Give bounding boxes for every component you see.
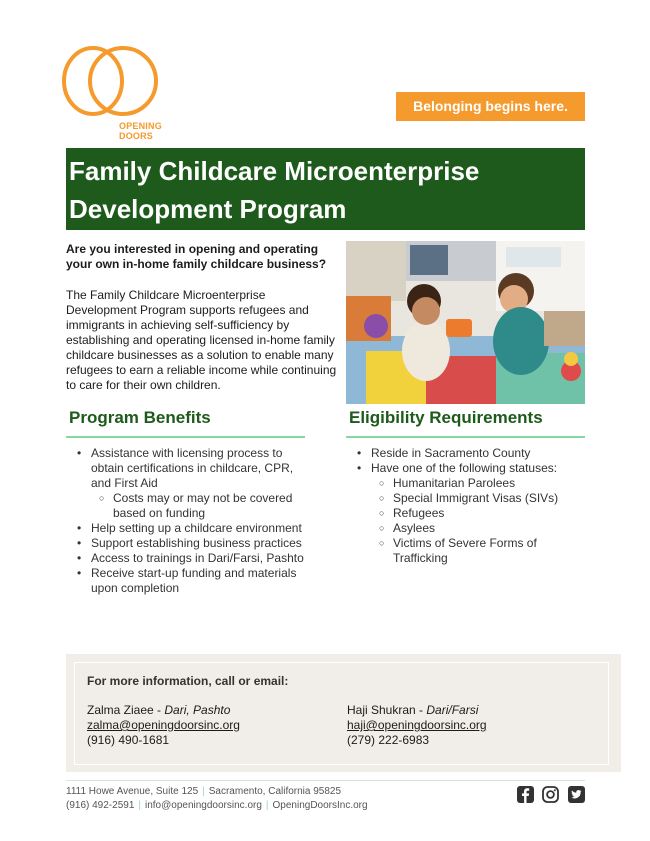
list-item: ○ Asylees [346,521,591,536]
eligibility-heading: Eligibility Requirements [349,408,543,427]
instagram-icon[interactable] [542,786,559,803]
opening-doors-logo-icon [60,44,160,122]
list-item: • Reside in Sacramento County [346,446,591,461]
twitter-icon[interactable] [568,786,585,803]
contact-languages: Dari/Farsi [426,703,479,717]
footer-info: 1111 Howe Avenue, Suite 125 | Sacramento, California 95825 (916) 492-2591 | info@openingdoorsinc.org | OpeningDoorsInc.org [66,786,368,811]
intro-question: Are you interested in opening and operating your own in-home family childcare business? [66,242,327,271]
benefits-list [66,446,306,596]
contact-phone: (279) 222-6983 [347,733,430,747]
contact-name: Zalma Ziaee - [87,703,165,717]
contact-phone: (916) 490-1681 [87,733,170,747]
contact-box-frame [74,662,609,765]
list-item: • Help setting up a childcare environment [66,521,306,536]
facebook-icon[interactable] [517,786,534,803]
footer-divider [66,780,585,781]
contact-card-zalma [87,703,240,748]
list-item: • Receive start-up funding and materials upon completion [66,566,306,596]
contact-email-link[interactable]: haji@openingdoorsinc.org [347,718,487,732]
benefits-divider [66,436,305,438]
list-item: ○ Victims of Severe Forms of Trafficking [346,536,591,566]
list-item: • Have one of the following statuses: [346,461,591,476]
footer-website-link[interactable]: OpeningDoorsInc.org [272,800,368,811]
page-title: Family Childcare Microenterprise Development Program [66,148,585,230]
contact-card-haji [347,703,487,748]
contact-heading: For more information, call or email: [87,674,289,688]
intro-paragraph: The Family Childcare Microenterprise Development Program supports refugees and immigrants in achieving self-sufficiency by establishing and operating licensed in-home family childcare businesses as a solution to enable many refugees to earn a reliable income while continuing to care for their own children. [66,288,337,392]
contact-languages: Dari, Pashto [164,703,231,717]
footer-phone: (916) 492-2591 [66,800,135,811]
footer-email-link[interactable]: info@openingdoorsinc.org [145,800,262,811]
contact-email-link[interactable]: zalma@openingdoorsinc.org [87,718,240,732]
contact-name: Haji Shukran - [347,703,427,717]
footer-address: 1111 Howe Avenue, Suite 125 [66,786,199,797]
eligibility-divider [346,436,585,438]
children-playing-photo [346,241,585,404]
list-item: • Assistance with licensing process to obtain certifications in childcare, CPR, and First Aid [66,446,306,491]
benefits-heading: Program Benefits [69,408,211,427]
footer-city: Sacramento, California 95825 [208,786,342,797]
tagline-badge: Belonging begins here. [396,92,585,121]
list-item: ○ Special Immigrant Visas (SIVs) [346,491,591,506]
list-item: • Support establishing business practices [66,536,306,551]
list-item: • Access to trainings in Dari/Farsi, Pashto [66,551,306,566]
list-item: ○ Costs may or may not be covered based on funding [66,491,306,521]
logo-wordmark: OPENING DOORS [119,121,162,141]
list-item: ○ Humanitarian Parolees [346,476,591,491]
contact-box [66,654,621,772]
list-item: ○ Refugees [346,506,591,521]
eligibility-list [346,446,591,566]
